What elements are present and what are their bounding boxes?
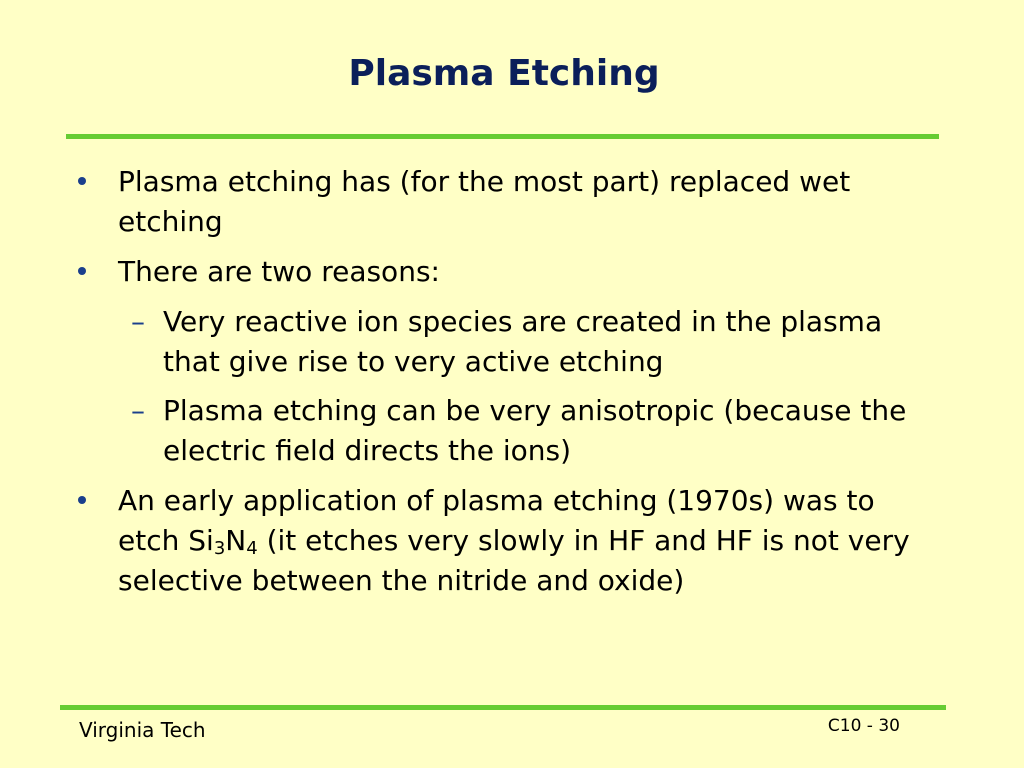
bullet-item [118, 162, 938, 242]
page-separator: - [861, 716, 879, 736]
page-label: 30 [878, 716, 900, 736]
sub-bullet-item [131, 302, 923, 382]
sub-bullet-text: Plasma etching can be very anisotropic (because the electric field directs the ions) [163, 394, 907, 467]
sub-bullet-item [131, 391, 923, 471]
subscript-3: 3 [213, 538, 226, 559]
slide-title: Plasma Etching [348, 53, 660, 94]
bullet-dot-icon [78, 267, 86, 275]
footer-divider [60, 705, 946, 710]
bullet-text: There are two reasons: [118, 255, 440, 288]
bullet-dot-icon [78, 177, 86, 185]
bullet-item [118, 252, 938, 292]
bullet-dot-icon [78, 496, 86, 504]
dash-icon: – [131, 305, 145, 338]
bullet-text: Plasma etching has (for the most part) replaced wet etching [118, 165, 851, 238]
page-number [790, 714, 900, 738]
chapter-label: C10 [827, 716, 862, 736]
subscript-4: 4 [246, 538, 258, 559]
dash-icon: – [131, 394, 145, 427]
sub-bullet-text: Very reactive ion species are created in the plasma that give rise to very active etching [163, 305, 883, 378]
footer-institution: Virginia Tech [79, 718, 206, 742]
bullet-text: An early application of plasma etching (1970s) was to etch $Si_3N_4$ (it etches very slowly in HF and HF is not very selective between the nitride and oxide) [118, 484, 910, 597]
bullet-item [118, 481, 938, 601]
